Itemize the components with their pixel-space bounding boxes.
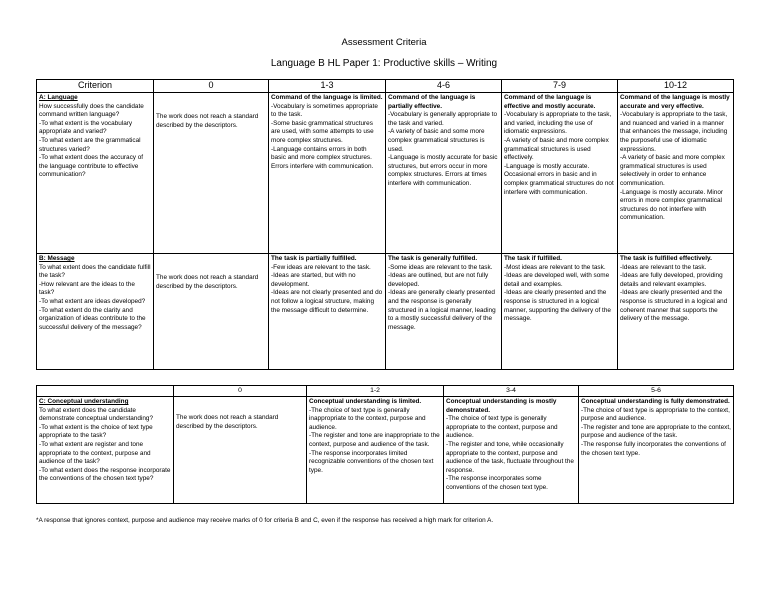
descriptor-line: -Ideas are fully developed, providing details and relevant examples. <box>620 272 725 288</box>
criterion-line: To what extent does the candidate demonstrate conceptual understanding? <box>39 406 154 423</box>
criterion-line: To what extent does the candidate fulfill the task? <box>39 263 153 280</box>
descriptor-line: -Ideas are generally clearly presented and the response is generally structured in a logical manner, leading to a mostly successful delivery of the message. <box>388 289 498 331</box>
descriptor-line: -Language contains errors in both basic and more complex structures. Errors interfere with communication. <box>271 145 374 170</box>
page-subtitle: Language B HL Paper 1: Productive skills – Writing <box>270 58 498 69</box>
descriptor-zero: The work does not reach a standard described by the descriptors. <box>154 93 269 254</box>
descriptor-line: -A variety of basic and more complex grammatical structures is used effectively. <box>504 136 611 162</box>
criterion-cell <box>37 397 174 504</box>
descriptor-title: The task if fulfilled. <box>504 255 562 262</box>
descriptor-title: Conceptual understanding is limited. <box>309 398 422 405</box>
descriptor-line: -Vocabulary is appropriate to the task, and varied, including the use of idiomatic expressions. <box>504 111 614 136</box>
descriptor-line: -The response fully incorporates the conventions of the chosen text type. <box>581 440 728 457</box>
descriptor-cell <box>502 93 618 254</box>
descriptor-line: -The response incorporates some conventions of the chosen text type. <box>446 475 548 491</box>
descriptor-cell <box>444 397 579 504</box>
descriptor-title: Conceptual understanding is mostly demonstrated. <box>446 398 557 414</box>
header-criterion <box>37 386 174 397</box>
header-band-1-3: 1-3 <box>269 80 386 93</box>
descriptor-line: -Some ideas are relevant to the task. <box>388 263 493 271</box>
table-row <box>37 254 734 370</box>
criterion-line: -To what extent is the vocabulary appropriate and varied? <box>39 119 134 136</box>
descriptor-title: Command of the language is partially effective. <box>388 94 476 110</box>
criterion-cell <box>37 93 154 254</box>
header-band-4-6: 4-6 <box>386 80 502 93</box>
descriptor-line: -Ideas are developed well, with some detail and examples. <box>504 272 611 288</box>
descriptor-line: -Some basic grammatical structures are used, with some attempts to use more complex structures. <box>271 119 376 144</box>
descriptor-line: -Few ideas are relevant to the task. <box>271 263 371 271</box>
descriptor-line: -The choice of text type is generally appropriate to the context, purpose and audience. <box>446 415 560 440</box>
criterion-line: -To what extent do the clarity and organization of ideas contribute to the successful delivery of the message? <box>39 306 148 331</box>
criteria-table-c <box>36 385 734 504</box>
criteria-table-ab <box>36 79 734 370</box>
criterion-title: C: Conceptual understanding <box>39 398 129 405</box>
descriptor-line: -The register and tone are inappropriate to the context, purpose and audience of the task. <box>309 432 442 448</box>
descriptor-cell <box>386 254 502 370</box>
criterion-line: -To what extent is the choice of text type appropriate to the task? <box>39 423 155 440</box>
criterion-line: -How relevant are the ideas to the task? <box>39 280 137 297</box>
descriptor-line: -Ideas are outlined, but are not fully developed. <box>388 272 490 288</box>
descriptor-cell <box>579 397 734 504</box>
descriptor-title: Conceptual understanding is fully demonstrated. <box>581 398 730 405</box>
descriptor-line: -Language is mostly accurate. Occasional errors in basic and in complex grammatical structures do not interfere with communication. <box>504 162 616 196</box>
header-criterion: Criterion <box>37 80 154 93</box>
table-header-row <box>37 80 734 93</box>
header-band-0: 0 <box>154 80 269 93</box>
descriptor-title: Command of the language is limited. <box>271 94 383 101</box>
header-band-10-12: 10-12 <box>618 80 734 93</box>
descriptor-cell <box>269 93 386 254</box>
descriptor-line: -A variety of basic and more complex grammatical structures is used selectively in order to enhance communication. <box>620 154 727 187</box>
descriptor-cell <box>618 254 734 370</box>
descriptor-line: -Ideas are not clearly presented and do not follow a logical structure, making the message difficult to determine. <box>271 289 384 314</box>
header-band-5-6: 5-6 <box>579 386 734 397</box>
descriptor-line: -The register and tone are appropriate to the context, purpose and audience of the task. <box>581 423 733 440</box>
criterion-line: -To what extent are the grammatical structures varied? <box>39 136 143 153</box>
descriptor-line: -The choice of text type is generally inappropriate to the context, purpose and audience. <box>309 406 428 431</box>
criterion-line: -To what extent are ideas developed? <box>39 297 146 305</box>
page-title: Assessment Criteria <box>341 37 427 48</box>
descriptor-line: -The response incorporates limited recognizable conventions of the chosen text type. <box>309 449 436 474</box>
header-band-7-9: 7-9 <box>502 80 618 93</box>
descriptor-line: -Language is mostly accurate for basic structures, but errors occur in more complex structures. Errors at times interfere with communication. <box>388 154 500 187</box>
descriptor-zero: The work does not reach a standard described by the descriptors. <box>174 397 307 504</box>
criterion-line: -To what extent does the response incorporate the conventions of the chosen text type? <box>39 466 173 483</box>
descriptor-line: -Vocabulary is appropriate to the task, and nuanced and varied in a manner that enhances the message, including the purposeful use of idiomatic expressions. <box>620 111 730 153</box>
descriptor-line: -Most ideas are relevant to the task. <box>504 263 606 271</box>
table-row <box>37 397 734 504</box>
descriptor-line: -Ideas are clearly presented and the response is structured in a logical manner, supporting the delivery of the message. <box>504 289 613 323</box>
descriptor-line: -Ideas are clearly presented and the response is structured in a logical and coherent manner that supports the delivery of the message. <box>620 289 730 323</box>
descriptor-title: Command of the language is mostly accurate and very effective. <box>620 94 730 110</box>
footnote: *A response that ignores context, purpose and audience may receive marks of 0 for criteria B and C, even if the response has received a high mark for criterion A. <box>36 517 494 524</box>
descriptor-line: -The choice of text type is appropriate to the context, purpose and audience. <box>581 406 732 423</box>
table-row <box>37 93 734 254</box>
descriptor-cell <box>307 397 444 504</box>
descriptor-title: Command of the language is effective and mostly accurate. <box>504 94 596 110</box>
descriptor-zero: The work does not reach a standard described by the descriptors. <box>154 254 269 370</box>
descriptor-cell <box>269 254 386 370</box>
descriptor-cell <box>386 93 502 254</box>
descriptor-line: -Ideas are started, but with no development. <box>271 272 358 288</box>
descriptor-line: -A variety of basic and some more complex grammatical structures is used. <box>388 128 487 153</box>
descriptor-line: -Language is mostly accurate. Minor errors in more complex grammatical structures do not interfere with communication. <box>620 188 725 222</box>
criterion-title: B: Message <box>39 255 75 262</box>
descriptor-title: The task is generally fulfilled. <box>388 255 478 262</box>
descriptor-title: The task is partially fulfilled. <box>271 255 357 262</box>
header-band-3-4: 3-4 <box>444 386 579 397</box>
descriptor-line: -Vocabulary is sometimes appropriate to the task. <box>271 102 380 119</box>
descriptor-title: The task is fulfilled effectively. <box>620 255 712 262</box>
criterion-line: -To what extent are register and tone appropriate to the context, purpose and audience of the task? <box>39 440 153 466</box>
descriptor-cell <box>618 93 734 254</box>
descriptor-line: -Ideas are relevant to the task. <box>620 263 707 271</box>
descriptor-cell <box>502 254 618 370</box>
header-band-1-2: 1-2 <box>307 386 444 397</box>
header-band-0: 0 <box>174 386 307 397</box>
criterion-line: -To what extent does the accuracy of the language contribute to effective communication? <box>39 154 145 179</box>
descriptor-line: -The register and tone, while occasionally appropriate to the context, purpose and audience of the task, fluctuate throughout the response. <box>446 440 576 474</box>
criterion-title: A: Language <box>39 94 78 101</box>
criterion-cell <box>37 254 154 370</box>
table-header-row <box>37 386 734 397</box>
criterion-line: How successfully does the candidate command written language? <box>39 102 146 119</box>
descriptor-line: -Vocabulary is generally appropriate to the task and varied. <box>388 111 499 127</box>
